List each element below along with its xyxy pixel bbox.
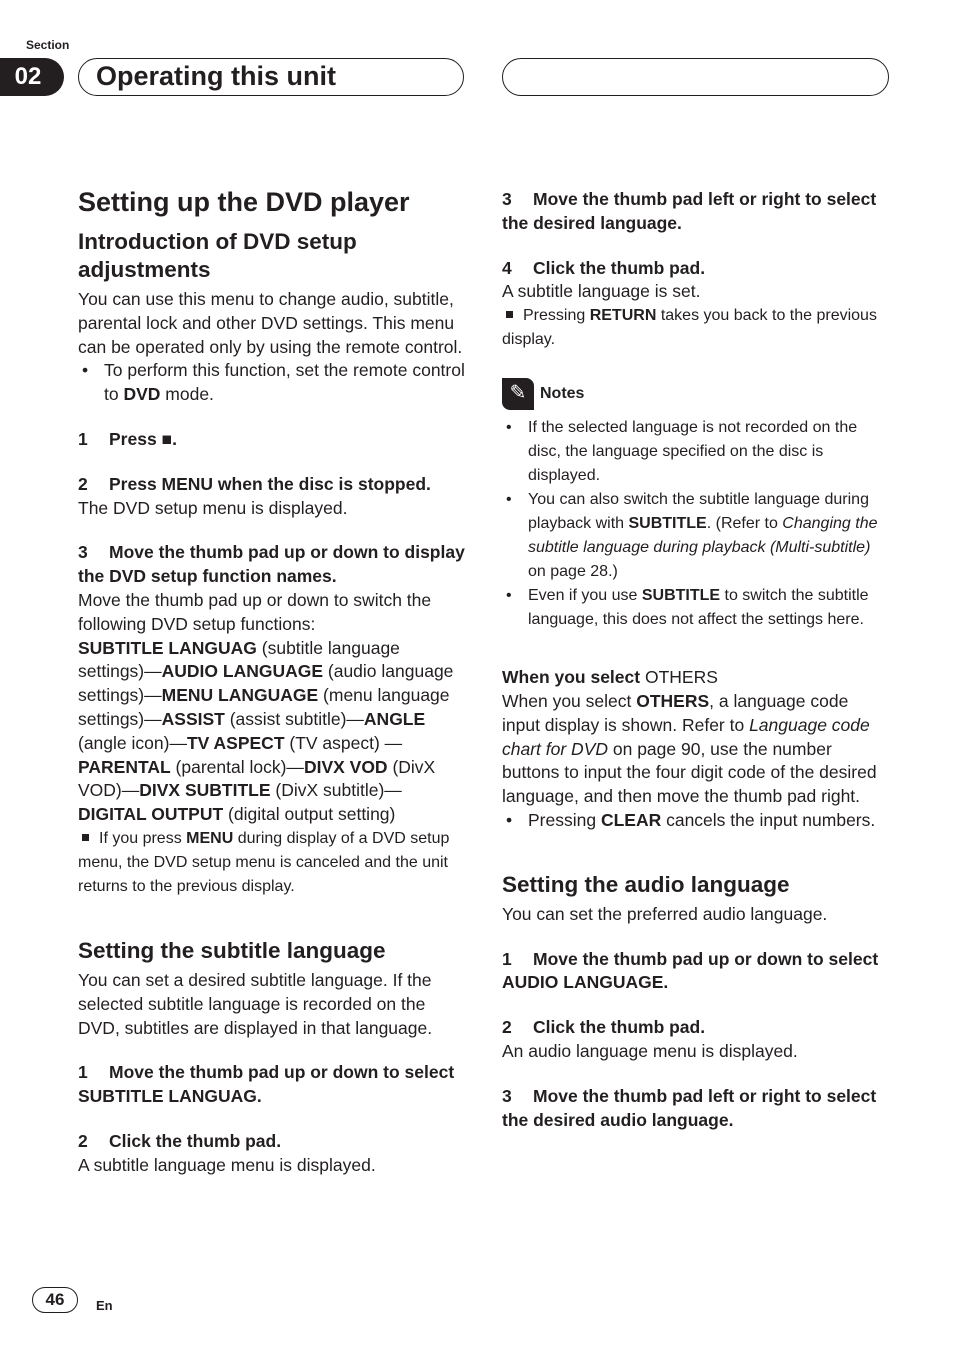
subtitle-step-4-description: A subtitle language is set. bbox=[502, 281, 701, 302]
return-note: Pressing RETURN takes you back to the previous display. bbox=[502, 307, 877, 349]
step-2-description: The DVD setup menu is displayed. bbox=[78, 497, 348, 518]
right-column bbox=[502, 188, 890, 1132]
section-label: Section bbox=[26, 38, 70, 52]
intro-paragraph: You can use this menu to change audio, subtitle, parental lock and other DVD settings. This menu can be operated only by using the remote control. bbox=[78, 289, 463, 357]
menu-cancel-note: If you press MENU during display of a DVD setup menu, the DVD setup menu is canceled and the unit returns to the previous display. bbox=[78, 829, 450, 895]
audio-step-3: 3 Move the thumb pad left or right to select the desired audio language. bbox=[502, 1085, 877, 1130]
page-title: Operating this unit bbox=[96, 61, 336, 91]
step-1: 1 Press ■. bbox=[78, 428, 177, 449]
audio-heading: Setting the audio language bbox=[502, 871, 790, 897]
square-bullet-icon bbox=[82, 834, 89, 841]
audio-step-2: 2 Click the thumb pad. bbox=[502, 1017, 706, 1038]
step-3-description: Move the thumb pad up or down to switch the following DVD setup functions: bbox=[78, 589, 432, 634]
notes-list bbox=[502, 416, 890, 632]
pencil-icon: ✎ bbox=[502, 378, 534, 410]
others-heading: When you select OTHERS bbox=[502, 667, 718, 688]
clear-bullet: • Pressing CLEAR cancels the input numbers. bbox=[506, 809, 876, 830]
main-heading: Setting up the DVD player bbox=[78, 187, 410, 217]
square-bullet-icon bbox=[506, 311, 513, 318]
step-3: 3 Move the thumb pad up or down to display the DVD setup function names. bbox=[78, 542, 465, 587]
subtitle-step-2: 2 Click the thumb pad. bbox=[78, 1130, 282, 1151]
audio-paragraph: You can set the preferred audio language. bbox=[502, 903, 828, 924]
page-number: 46 bbox=[32, 1287, 78, 1313]
subtitle-step-2-description: A subtitle language menu is displayed. bbox=[78, 1154, 376, 1175]
subtitle-paragraph: You can set a desired subtitle language. If the selected subtitle language is recorded on the DVD, subtitles are displayed in that language. bbox=[78, 969, 433, 1038]
intro-bullet: • To perform this function, set the remote control to DVD mode. bbox=[82, 360, 465, 405]
subtitle-step-4: 4 Click the thumb pad. bbox=[502, 257, 706, 278]
setup-function-list: SUBTITLE LANGUAG (subtitle language settings)—AUDIO LANGUAGE (audio language settings)—MENU LANGUAGE (menu language settings)—ASSIST (assist subtitle)—ANGLE (angle icon)—TV ASPECT (TV aspect) —PARENTAL (parental lock)—DIVX VOD (DivX VOD)—DIVX SUBTITLE (DivX subtitle)—DIGITAL OUTPUT (digital output setting) bbox=[78, 637, 454, 825]
intro-heading: Introduction of DVD setup adjustments bbox=[78, 229, 357, 282]
section-number-badge: 02 bbox=[0, 58, 64, 96]
others-paragraph: When you select OTHERS, a language code input display is shown. Refer to Language code chart for DVD on page 90, use the number buttons to input the four digit code of the desired language, and then move the thumb pad right. bbox=[502, 690, 877, 807]
subtitle-step-1: 1 Move the thumb pad up or down to select SUBTITLE LANGUAG. bbox=[78, 1062, 455, 1107]
left-column bbox=[78, 186, 466, 1178]
note-item: • If the selected language is not recorded on the disc, the language specified on the disc is displayed. bbox=[506, 419, 858, 485]
note-item: • You can also switch the subtitle language during playback with SUBTITLE. (Refer to Changing the subtitle language during playback (Multi-subtitle) on page 28.) bbox=[506, 491, 878, 581]
audio-step-1: 1 Move the thumb pad up or down to select AUDIO LANGUAGE. bbox=[502, 948, 879, 993]
language-label: En bbox=[96, 1298, 113, 1313]
subtitle-step-3: 3 Move the thumb pad left or right to select the desired language. bbox=[502, 189, 877, 233]
notes-header: ✎ Notes bbox=[502, 378, 890, 410]
subtitle-heading: Setting the subtitle language bbox=[78, 937, 386, 963]
header-empty-box bbox=[502, 58, 889, 96]
note-item: • Even if you use SUBTITLE to switch the subtitle language, this does not affect the settings here. bbox=[506, 587, 869, 629]
step-2: 2 Press MENU when the disc is stopped. bbox=[78, 473, 431, 494]
audio-step-2-description: An audio language menu is displayed. bbox=[502, 1040, 798, 1061]
